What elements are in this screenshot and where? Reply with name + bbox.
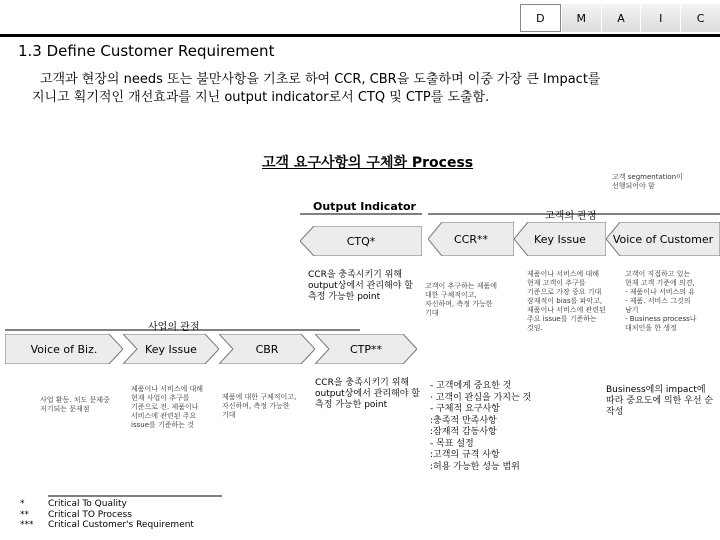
list-item: - 구체적 요구사항 [430,404,500,414]
ctp-box [315,334,417,364]
ctq-label: CTQ* [346,234,376,248]
list-item: · 고객이 관심을 가지는 것 [430,392,532,403]
voice-of-biz-box [5,334,123,364]
voc-label: Voice of Customer [612,232,714,246]
cbr-box [219,334,315,364]
footnote-1: * Critical To Quality [20,499,127,509]
list-item: :잠재적 감동사항 [430,427,497,437]
key-issue-bottom-label: Key Issue [145,342,197,356]
ccr-label: CCR** [453,232,488,246]
tab-i[interactable]: I [640,4,680,32]
list-item: :충족적 만족사항 [430,415,497,426]
page-title: 1.3 Define Customer Requirement [18,42,275,60]
list-item: :허용 가능한 성능 범위 [430,461,520,472]
tab-d[interactable]: D [520,4,561,32]
list-item: - 고객에게 중요한 것 [430,381,512,391]
list-item: :고객의 규격 사항 [430,450,500,460]
ctq-description: CCR을 충족시키기 위해 output상에서 관리해야 할 측정 가능한 point [308,270,413,302]
ccr-description: 고객이 추구하는 제품에 대한 구체적이고, 자신하며, 측정 가능한 기대 [425,282,498,317]
tab-c[interactable]: C [680,4,720,32]
list-item: - 목표 설정 [430,438,474,449]
description-line-1: 고객과 현장의 needs 또는 불만사항을 기초로 하여 CCR, CBR을 도출하며 이중 가장 큰 Impact를 [40,72,601,87]
voc-box [606,222,720,256]
requirement-bullets [430,381,531,473]
key-issue-top-description: 제품이나 서비스에 대해 현재 고객이 추구를 기준으로 가장 중요 기대 잠재적이 bias를 파악고, 제품이나 서비스에 관련된 주요 issue를 기준하는 것임. [527,270,606,332]
cbr-description: 제품에 대한 구체적이고, 자신하며, 측정 가능한 기대 [222,393,297,419]
segmentation-note: 고객 segmentation이 선행되어야 함 [612,173,683,190]
cbr-label: CBR [255,342,279,356]
business-impact-note: Business에의 impact에 따라 중요도에 의한 우선 순 작성 [606,385,714,417]
key-issue-bottom-box [123,334,219,364]
business-view-label: 사업의 관점 [148,322,200,333]
output-indicator-label: Output Indicator [313,200,416,213]
ctq-box [300,226,422,256]
ctp-label: CTP** [349,342,383,356]
footnotes [20,499,194,531]
key-issue-bottom-description: 제품이나 서비스에 대해 현재 사업이 추구를 기준으로 전. 제품이나 서비스에 관련된 주요 issue를 기준하는 것 [131,385,204,429]
process-banner: 고객 요구사항의 구체화 Process [262,155,474,171]
description-line-2: 지니고 획기적인 개선효과를 지닌 output indicator로서 CTQ 및 CTP를 도출함. [32,90,490,105]
footnote-3: *** Critical Customer's Requirement [20,520,194,530]
ccr-box [428,222,514,256]
customer-view-label: 고객의 관점 [545,211,597,222]
voice-of-biz-label: Voice of Biz. [30,342,98,356]
footnote-2: ** Critical TO Process [20,509,132,520]
voc-description: 고객이 직접하고 있는 현재 고객 기준에 의견, - 제품이나 서비스의 유 - 제품. 서비스 그것의 남기 - Business process나 대처인을 한 생정 [625,270,697,332]
voice-of-biz-description: 사업 환동. 처도 문제중 저기되는 문제점 [40,396,110,413]
tab-m[interactable]: M [561,4,601,32]
key-issue-top-box [514,222,606,256]
ctp-description: CCR을 충족시키기 위해 output상에서 관리해야 할 측정 가능한 point [315,378,420,410]
key-issue-top-label: Key Issue [534,232,586,246]
tab-a[interactable]: A [601,4,641,32]
